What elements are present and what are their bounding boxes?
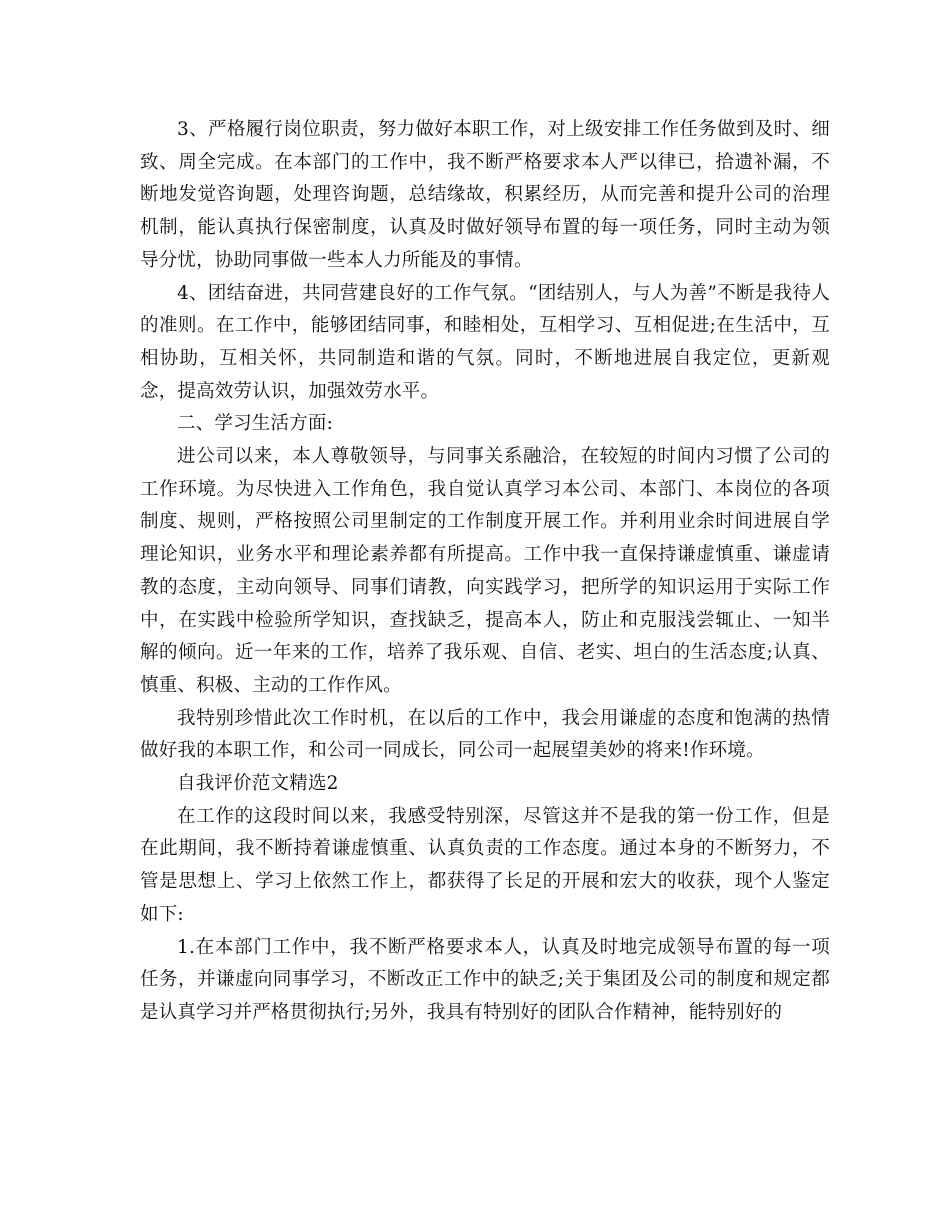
section-heading-sample-2: 自我评价范文精选2: [177, 773, 339, 795]
paragraph-duty: 3、严格履行岗位职责，努力做好本职工作，对上级安排工作任务做到及时、细致、周全完成。在本部门的工作中，我不断严格要求本人严以律已，拾遗补漏，不断地发觉咨询题，处理咨询题，总结缘故，积累经历，从而完善和提升公司的治理机制，能认真执行保密制度，认真及时做好领导布置的每一项任务，同时主动为领导分忧，协助同事做一些本人力所能及的事情。: [140, 119, 830, 271]
paragraph-intro-2: 在工作的这段时间以来，我感受特别深，尽管这并不是我的第一份工作，但是在此期间，我不断持着谦虚慎重、认真负责的工作态度。通过本身的不断努力，不管是思想上、学习上依然工作上，都获得了长足的开展和宏大的收获，现个人鉴定如下:: [140, 805, 830, 925]
paragraph-outlook: 我特别珍惜此次工作时机，在以后的工作中，我会用谦虚的态度和饱满的热情做好我的本职工作，和公司一同成长，同公司一起展望美妙的将来!作环境。: [140, 707, 830, 762]
document-body: [140, 114, 830, 1030]
section-heading-study-life: 二、学习生活方面:: [177, 413, 334, 435]
paragraph-item-1: 1.在本部门工作中，我不断严格要求本人，认真及时地完成领导布置的每一项任务，并谦虚向同事学习，不断改正工作中的缺乏;关于集团及公司的制度和规定都是认真学习并严格贯彻执行;另外，我具有特别好的团队合作精神，能特别好的: [140, 936, 830, 1023]
paragraph-study: 进公司以来，本人尊敬领导，与同事关系融洽，在较短的时间内习惯了公司的工作环境。为尽快进入工作角色，我自觉认真学习本公司、本部门、本岗位的各项制度、规则，严格按照公司里制定的工作制度开展工作。并利用业余时间进展自学理论知识，业务水平和理论素养都有所提高。工作中我一直保持谦虚慎重、谦虚请教的态度，主动向领导、同事们请教，向实践学习，把所学的知识运用于实际工作中，在实践中检验所学知识，查找缺乏，提高本人，防止和克服浅尝辄止、一知半解的倾向。近一年来的工作，培养了我乐观、自信、老实、坦白的生活态度;认真、慎重、积极、主动的工作作风。: [140, 446, 830, 696]
paragraph-teamwork: 4、团结奋进，共同营建良好的工作气氛。“团结别人，与人为善”不断是我待人的准则。在工作中，能够团结同事，和睦相处，互相学习、互相促进;在生活中，互相协助，互相关怀，共同制造和谐的气氛。同时，不断地进展自我定位，更新观念，提高效劳认识，加强效劳水平。: [140, 282, 830, 402]
